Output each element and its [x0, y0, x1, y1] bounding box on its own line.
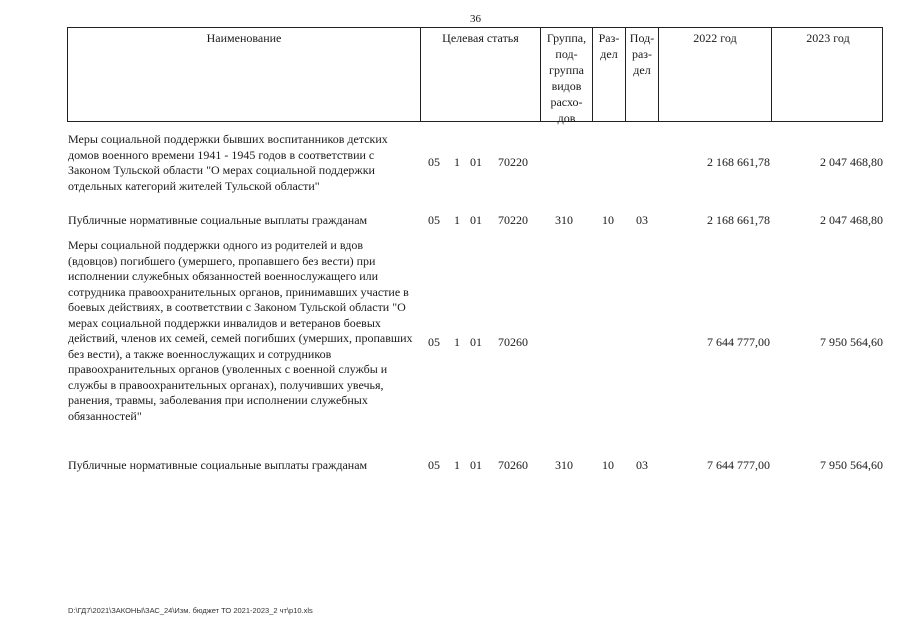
header-target	[420, 28, 540, 121]
section-code: 10	[602, 458, 614, 472]
header-subsection-label: Под- раз- дел	[629, 31, 655, 77]
target-code-4: 70220	[498, 155, 528, 169]
amount-2022: 7 644 777,00	[707, 335, 770, 349]
row-name: Публичные нормативные социальные выплаты гражданам	[68, 213, 368, 227]
row-name: Меры социальной поддержки одного из родителей и вдов (вдовцов) погибшего (умершего, пропавшего без вести) при исполнении служебных обязанностей военнослужащего или сотрудника правоохранительных органов, принимавших участие в боевых действиях, в соответствии с Законом Тульской области "О мерах социальной поддержки инвалидов и ветеранов боевых действий, членов их семей, семей погибших (умерших, пропавших без вести), а также военнослужащих и сотрудников правоохранительных органов (уволенных с военной службы и службы в правоохранительных органах), получивших увечья, ранения, травмы, заболевания при исполнении служебных обязанностей"	[68, 238, 413, 423]
target-code-2: 1	[454, 458, 460, 472]
group-code: 310	[555, 458, 573, 472]
target-code-1: 05	[428, 458, 440, 472]
amount-2022: 2 168 661,78	[707, 155, 770, 169]
target-code-3: 01	[470, 213, 482, 227]
target-code-2: 1	[454, 155, 460, 169]
target-code-1: 05	[428, 155, 440, 169]
header-group-label: Группа, под- группа видов расхо- дов	[546, 31, 587, 125]
row-name: Публичные нормативные социальные выплаты гражданам	[68, 458, 368, 472]
target-code-2: 1	[454, 213, 460, 227]
target-code-3: 01	[470, 458, 482, 472]
target-code-2: 1	[454, 335, 460, 349]
target-code-4: 70260	[498, 335, 528, 349]
table-header	[67, 27, 883, 125]
subsection-code: 03	[636, 458, 648, 472]
header-2022	[658, 28, 771, 121]
header-subsection	[625, 28, 658, 121]
header-2023-label: 2023 год	[806, 31, 850, 45]
header-2023	[771, 28, 884, 121]
target-code-1: 05	[428, 213, 440, 227]
amount-2023: 2 047 468,80	[820, 155, 883, 169]
amount-2023: 7 950 564,60	[820, 335, 883, 349]
subsection-code: 03	[636, 213, 648, 227]
file-path-footer: D:\ГД7\2021\ЗАКОНЫ\ЗАС_24\Изм. бюджет ТО 2021-2023_2 чт\р10.xls	[68, 606, 313, 615]
amount-2023: 7 950 564,60	[820, 458, 883, 472]
header-section-label: Раз- дел	[598, 31, 620, 61]
header-name-label: Наименование	[206, 31, 282, 45]
row-name: Меры социальной поддержки бывших воспитанников детских домов военного времени 1941 - 1945 годов в соответствии с Законом Тульской области "О мерах социальной поддержки отдельных категорий жителей Тульской области"	[68, 132, 388, 193]
header-group	[540, 28, 592, 125]
target-code-3: 01	[470, 155, 482, 169]
header-section	[592, 28, 625, 121]
header-2022-label: 2022 год	[693, 31, 737, 45]
amount-2023: 2 047 468,80	[820, 213, 883, 227]
amount-2022: 7 644 777,00	[707, 458, 770, 472]
target-code-3: 01	[470, 335, 482, 349]
target-code-4: 70260	[498, 458, 528, 472]
header-name	[68, 28, 420, 121]
target-code-1: 05	[428, 335, 440, 349]
section-code: 10	[602, 213, 614, 227]
header-target-label: Целевая статья	[442, 31, 519, 45]
group-code: 310	[555, 213, 573, 227]
amount-2022: 2 168 661,78	[707, 213, 770, 227]
target-code-4: 70220	[498, 213, 528, 227]
page-number: 36	[470, 13, 481, 25]
